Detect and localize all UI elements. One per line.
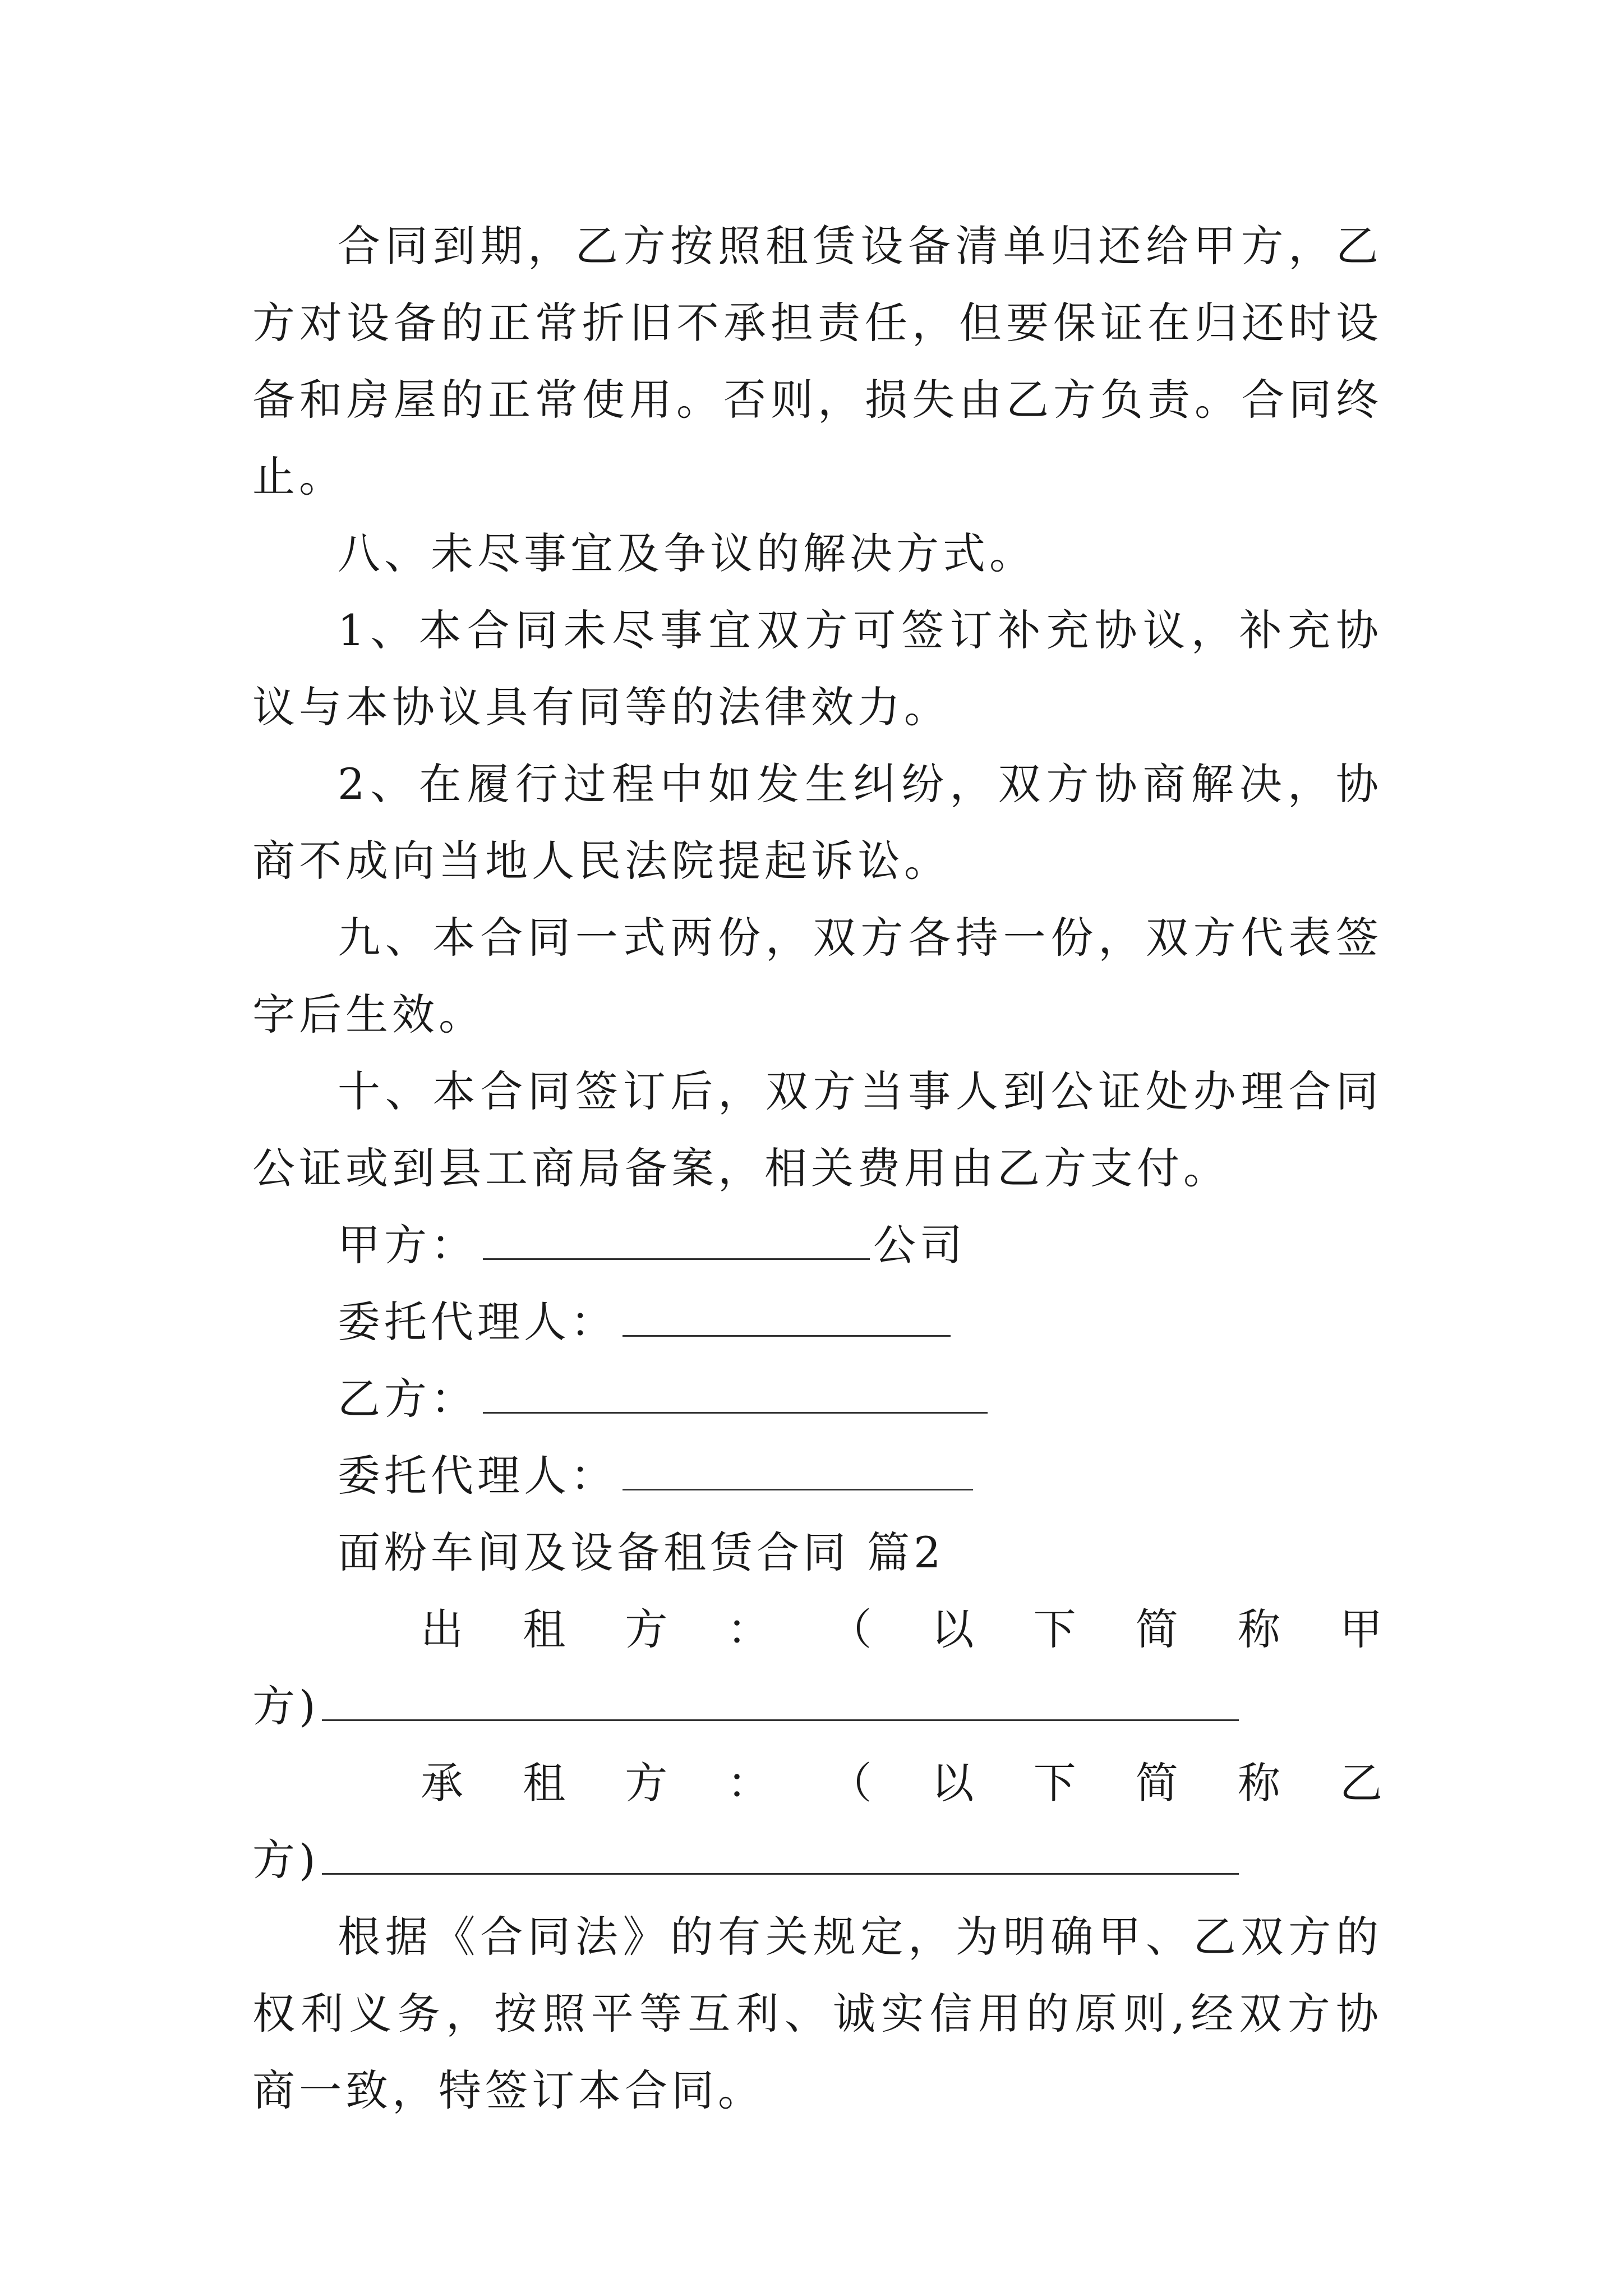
document-page xyxy=(252,208,1382,2129)
lessee-char: 简 xyxy=(1135,1758,1178,1808)
lessee-char: 下 xyxy=(1033,1758,1076,1808)
party-a-label: 甲方： xyxy=(338,1220,477,1270)
paragraph-section-ten: 十、本合同签订后，双方当事人到公证处办理合同公证或到县工商局备案，相关费用由乙方支付。 xyxy=(252,1066,1382,1193)
lessee-continuation-line xyxy=(252,1821,1382,1898)
lessor-char: 方 xyxy=(625,1604,668,1654)
lessee-char: 承 xyxy=(421,1758,463,1808)
lessor-line xyxy=(252,1591,1382,1668)
party-b-signature-line xyxy=(252,1360,1382,1437)
lessee-continuation: 方) xyxy=(252,1835,320,1885)
lessor-char: 简 xyxy=(1135,1604,1178,1654)
paragraph-closing: 根据《合同法》的有关规定，为明确甲、乙双方的权利义务，按照平等互利、诚实信用的原则,经双方协商一致，特签订本合同。 xyxy=(252,1912,1382,2115)
lessee-blank xyxy=(322,1834,1239,1875)
lessor-char: ： xyxy=(727,1604,770,1654)
lessor-char: 出 xyxy=(421,1604,463,1654)
lessee-char: 租 xyxy=(523,1758,566,1808)
party-a-blank xyxy=(483,1219,870,1260)
paragraph-clause-2: 2、在履行过程中如发生纠纷，双方协商解决，协商不成向当地人民法院提起诉讼。 xyxy=(252,759,1382,886)
agent-a-blank xyxy=(623,1296,951,1337)
party-a-suffix: 公司 xyxy=(873,1220,966,1270)
lessor-blank xyxy=(322,1680,1239,1721)
lessor-continuation: 方) xyxy=(252,1681,320,1731)
lessee-char: 称 xyxy=(1237,1758,1280,1808)
paragraph-contract-expiry: 合同到期，乙方按照租赁设备清单归还给甲方，乙方对设备的正常折旧不承担责任，但要保证在归还时设备和房屋的正常使用。否则，损失由乙方负责。合同终止。 xyxy=(252,221,1382,501)
lessor-char: 以 xyxy=(931,1604,974,1654)
lessee-char: 乙 xyxy=(1339,1758,1382,1808)
paragraph-section-eight: 八、未尽事宜及争议的解决方式。 xyxy=(338,528,1036,578)
agent-a-label: 委托代理人： xyxy=(338,1297,617,1347)
section-title: 面粉车间及设备租赁合同 篇2 xyxy=(338,1527,945,1577)
party-b-blank xyxy=(483,1373,988,1414)
lessor-char: 下 xyxy=(1033,1604,1076,1654)
lessor-char: 称 xyxy=(1237,1604,1280,1654)
lessor-char: 甲 xyxy=(1339,1604,1382,1654)
lessor-char: 租 xyxy=(523,1604,566,1654)
party-a-signature-line xyxy=(252,1207,1382,1283)
agent-b-label: 委托代理人： xyxy=(338,1451,617,1501)
lessee-char: 方 xyxy=(625,1758,668,1808)
lessee-char: ： xyxy=(727,1758,770,1808)
lessee-char: （ xyxy=(829,1758,872,1808)
lessor-continuation-line xyxy=(252,1668,1382,1745)
lessor-char: （ xyxy=(829,1604,872,1654)
lessee-line xyxy=(252,1745,1382,1821)
paragraph-section-nine: 九、本合同一式两份，双方各持一份，双方代表签字后生效。 xyxy=(252,913,1382,1039)
agent-b-signature-line xyxy=(252,1437,1382,1514)
party-b-label: 乙方： xyxy=(338,1374,477,1424)
lessee-char: 以 xyxy=(931,1758,974,1808)
agent-b-blank xyxy=(623,1450,973,1490)
paragraph-clause-1: 1、本合同未尽事宜双方可签订补充协议，补充协议与本协议具有同等的法律效力。 xyxy=(252,605,1382,732)
agent-a-signature-line xyxy=(252,1283,1382,1360)
